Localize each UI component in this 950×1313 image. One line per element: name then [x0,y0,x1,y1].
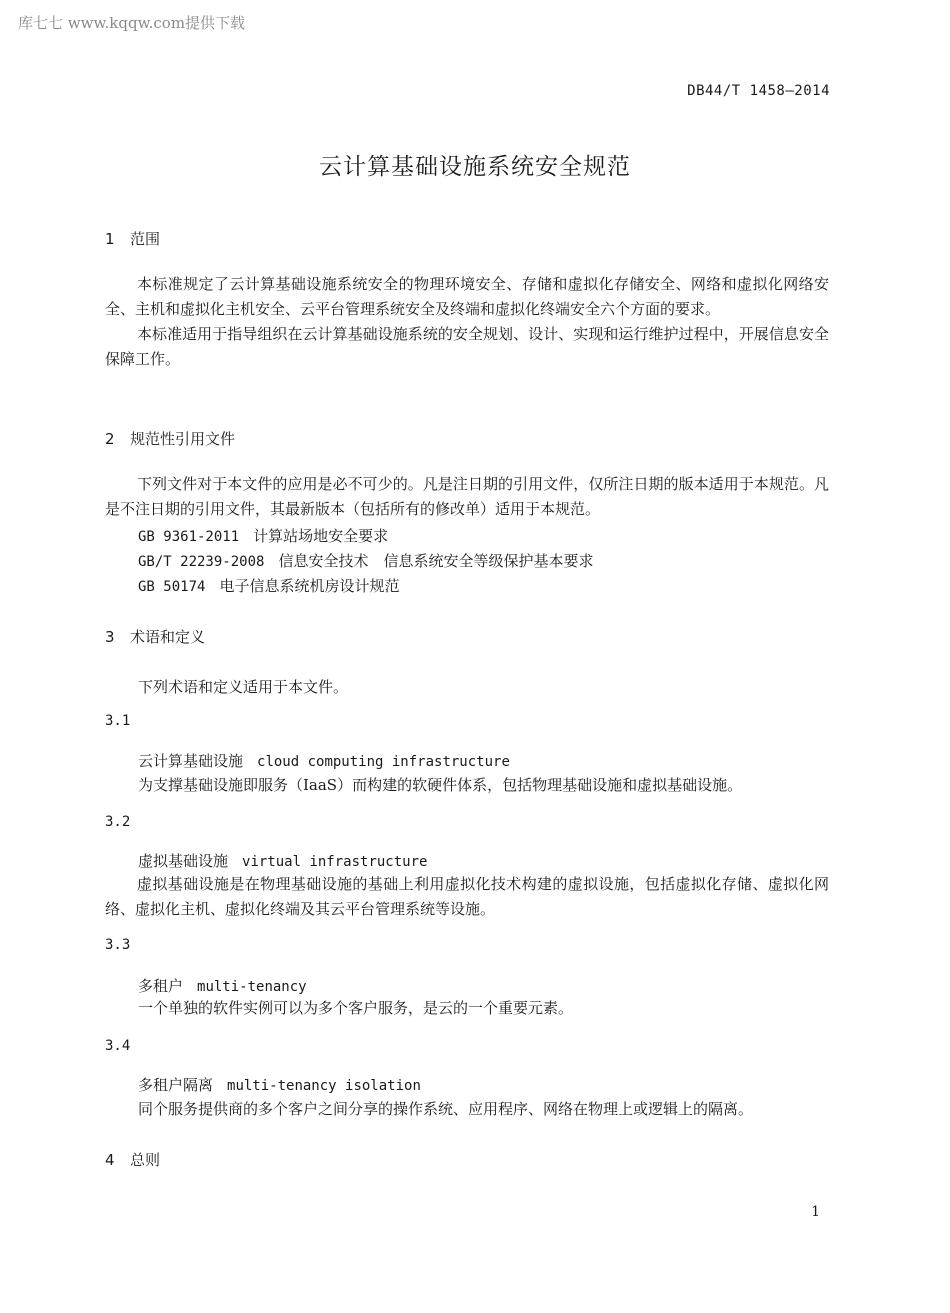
section-heading-normative-references [105,428,235,449]
term-definition: 同个服务提供商的多个客户之间分享的操作系统、应用程序、网络在物理上或逻辑上的隔离。 [138,1100,754,1118]
term-english: multi-tenancy [197,979,307,995]
section-number: 2 [105,430,115,448]
term-definition: 一个单独的软件实例可以为多个客户服务，是云的一个重要元素。 [138,999,574,1017]
reference-item [138,525,388,546]
section-heading-general [105,1149,160,1170]
term-chinese: 虚拟基础设施 [138,852,229,870]
term-definition: 为支撑基础设施即服务（IaaS）而构建的软硬件体系，包括物理基础设施和虚拟基础设施。 [138,776,743,794]
term-chinese: 云计算基础设施 [138,752,244,770]
term-chinese: 多租户 [138,977,184,995]
term-definition [105,872,829,922]
term-entry [138,850,427,871]
terms-intro: 下列术语和定义适用于本文件。 [138,678,349,696]
references-body [105,472,829,522]
term-number: 3.1 [105,713,131,729]
paragraph: 本标准适用于指导组织在云计算基础设施系统的安全规划、设计、实现和运行维护过程中，开展信息安全保障工作。 [105,325,829,368]
watermark: 库七七 www.kqqw.com提供下载 [18,14,246,32]
reference-code: GB/T 22239-2008 [138,554,265,570]
reference-item [138,550,593,571]
scope-body [105,272,829,372]
term-number: 3.4 [105,1038,131,1054]
paragraph: 本标准规定了云计算基础设施系统安全的物理环境安全、存储和虚拟化存储安全、网络和虚拟化网络安全、主机和虚拟化主机安全、云平台管理系统安全及终端和虚拟化终端安全六个方面的要求。 [105,275,829,318]
section-heading-terms-definitions [105,626,205,647]
section-title: 总则 [130,1151,161,1169]
reference-title: 电子信息系统机房设计规范 [219,577,400,595]
page-title: 云计算基础设施系统安全规范 [319,154,631,180]
term-english: multi-tenancy isolation [227,1078,421,1094]
section-title: 范围 [130,230,161,248]
reference-title: 信息安全技术 信息系统安全等级保护基本要求 [278,552,594,570]
paragraph: 下列文件对于本文件的应用是必不可少的。凡是注日期的引用文件，仅所注日期的版本适用于本规范。凡是不注日期的引用文件，其最新版本（包括所有的修改单）适用于本规范。 [105,475,829,518]
term-entry [138,1074,421,1095]
term-entry [138,750,510,771]
section-number: 1 [105,230,115,248]
term-chinese: 多租户隔离 [138,1076,214,1094]
paragraph: 虚拟基础设施是在物理基础设施的基础上利用虚拟化技术构建的虚拟设施，包括虚拟化存储、虚拟化网络、虚拟化主机、虚拟化终端及其云平台管理系统等设施。 [105,875,829,918]
section-number: 3 [105,628,115,646]
term-number: 3.2 [105,814,131,830]
reference-code: GB 50174 [138,579,206,595]
section-number: 4 [105,1151,115,1169]
term-english: cloud computing infrastructure [257,754,510,770]
section-title: 规范性引用文件 [130,430,236,448]
section-heading-scope [105,228,160,249]
reference-title: 计算站场地安全要求 [253,527,389,545]
term-english: virtual infrastructure [242,854,428,870]
section-title: 术语和定义 [130,628,206,646]
reference-code: GB 9361-2011 [138,529,240,545]
page-number: 1 [811,1204,820,1220]
term-entry [138,975,307,996]
term-number: 3.3 [105,937,131,953]
reference-item [138,575,399,596]
document-number: DB44/T 1458—2014 [687,83,830,99]
